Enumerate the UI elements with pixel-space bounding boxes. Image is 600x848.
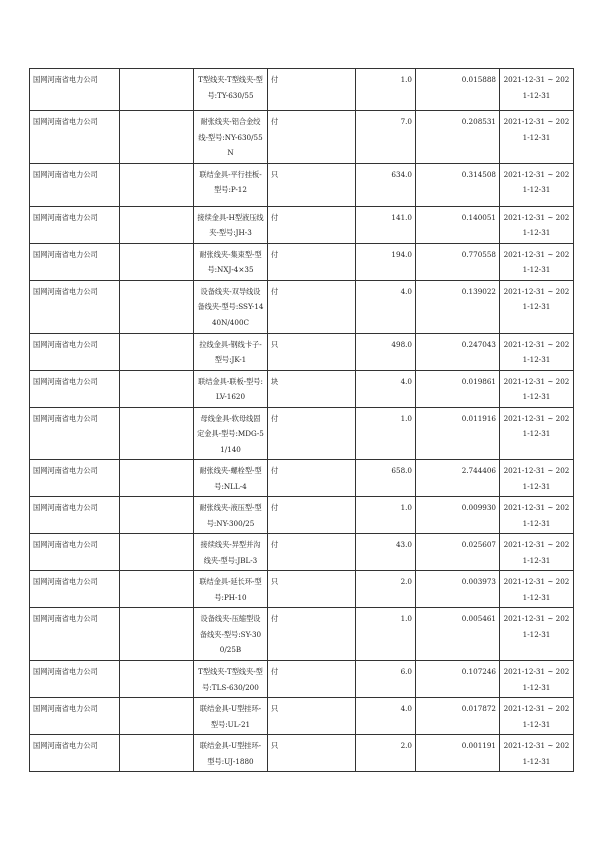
- description-cell: 耐张线夹-集束型-型号:NXJ-4×35: [194, 243, 268, 280]
- table-row: [30, 608, 574, 661]
- unit-cell: 付: [268, 497, 356, 534]
- date-cell: 2021-12-31 ~ 2021-12-31: [500, 333, 574, 370]
- date-cell: 2021-12-31 ~ 2021-12-31: [500, 460, 574, 497]
- blank-cell: [120, 735, 194, 772]
- description-cell: 联结金具-U型挂环-型号:UL-21: [194, 698, 268, 735]
- org-cell: 国网河南省电力公司: [30, 280, 120, 333]
- table-row: [30, 698, 574, 735]
- description-cell: 耐张线夹-液压型-型号:NY-300/25: [194, 497, 268, 534]
- org-cell: 国网河南省电力公司: [30, 571, 120, 608]
- price-cell: 0.017872: [416, 698, 500, 735]
- price-cell: 0.247043: [416, 333, 500, 370]
- org-cell: 国网河南省电力公司: [30, 370, 120, 407]
- unit-cell: 付: [268, 407, 356, 460]
- unit-cell: 付: [268, 206, 356, 243]
- quantity-cell: 141.0: [356, 206, 416, 243]
- org-cell: 国网河南省电力公司: [30, 111, 120, 164]
- description-cell: 接续金具-H型液压线夹-型号:JH-3: [194, 206, 268, 243]
- quantity-cell: 658.0: [356, 460, 416, 497]
- date-cell: 2021-12-31 ~ 2021-12-31: [500, 370, 574, 407]
- price-cell: 0.019861: [416, 370, 500, 407]
- org-cell: 国网河南省电力公司: [30, 608, 120, 661]
- unit-cell: 只: [268, 163, 356, 206]
- unit-cell: 只: [268, 735, 356, 772]
- table-row: [30, 571, 574, 608]
- blank-cell: [120, 460, 194, 497]
- description-cell: 耐张线夹-铝合金绞线-型号:NY-630/55N: [194, 111, 268, 164]
- date-cell: 2021-12-31 ~ 2021-12-31: [500, 608, 574, 661]
- price-cell: 0.003973: [416, 571, 500, 608]
- unit-cell: 付: [268, 280, 356, 333]
- date-cell: 2021-12-31 ~ 2021-12-31: [500, 497, 574, 534]
- date-cell: 2021-12-31 ~ 2021-12-31: [500, 407, 574, 460]
- blank-cell: [120, 243, 194, 280]
- date-cell: 2021-12-31 ~ 2021-12-31: [500, 661, 574, 698]
- table-row: [30, 243, 574, 280]
- org-cell: 国网河南省电力公司: [30, 735, 120, 772]
- org-cell: 国网河南省电力公司: [30, 163, 120, 206]
- date-cell: 2021-12-31 ~ 2021-12-31: [500, 243, 574, 280]
- org-cell: 国网河南省电力公司: [30, 333, 120, 370]
- table-row: [30, 69, 574, 111]
- description-cell: 联结金具-平行挂板-型号:P-12: [194, 163, 268, 206]
- quantity-cell: 498.0: [356, 333, 416, 370]
- price-cell: 0.009930: [416, 497, 500, 534]
- blank-cell: [120, 497, 194, 534]
- org-cell: 国网河南省电力公司: [30, 460, 120, 497]
- table-body: [30, 69, 574, 772]
- quantity-cell: 2.0: [356, 735, 416, 772]
- price-cell: 0.208531: [416, 111, 500, 164]
- table-row: [30, 333, 574, 370]
- price-cell: 0.314508: [416, 163, 500, 206]
- date-cell: 2021-12-31 ~ 2021-12-31: [500, 534, 574, 571]
- unit-cell: 块: [268, 370, 356, 407]
- org-cell: 国网河南省电力公司: [30, 698, 120, 735]
- quantity-cell: 2.0: [356, 571, 416, 608]
- table-row: [30, 206, 574, 243]
- date-cell: 2021-12-31 ~ 2021-12-31: [500, 735, 574, 772]
- unit-cell: 付: [268, 534, 356, 571]
- blank-cell: [120, 608, 194, 661]
- unit-cell: 付: [268, 460, 356, 497]
- blank-cell: [120, 206, 194, 243]
- date-cell: 2021-12-31 ~ 2021-12-31: [500, 571, 574, 608]
- blank-cell: [120, 111, 194, 164]
- table-row: [30, 407, 574, 460]
- price-cell: 0.770558: [416, 243, 500, 280]
- quantity-cell: 194.0: [356, 243, 416, 280]
- table-row: [30, 661, 574, 698]
- blank-cell: [120, 534, 194, 571]
- table-row: [30, 460, 574, 497]
- table-row: [30, 111, 574, 164]
- blank-cell: [120, 571, 194, 608]
- quantity-cell: 1.0: [356, 407, 416, 460]
- price-cell: 2.744406: [416, 460, 500, 497]
- price-cell: 0.015888: [416, 69, 500, 111]
- quantity-cell: 43.0: [356, 534, 416, 571]
- blank-cell: [120, 69, 194, 111]
- table-row: [30, 370, 574, 407]
- blank-cell: [120, 661, 194, 698]
- quantity-cell: 6.0: [356, 661, 416, 698]
- price-cell: 0.005461: [416, 608, 500, 661]
- date-cell: 2021-12-31 ~ 2021-12-31: [500, 206, 574, 243]
- date-cell: 2021-12-31 ~ 2021-12-31: [500, 280, 574, 333]
- quantity-cell: 1.0: [356, 497, 416, 534]
- table-row: [30, 163, 574, 206]
- unit-cell: 付: [268, 243, 356, 280]
- description-cell: 联结金具-U型挂环-型号:UJ-1880: [194, 735, 268, 772]
- price-cell: 0.140051: [416, 206, 500, 243]
- unit-cell: 只: [268, 571, 356, 608]
- quantity-cell: 1.0: [356, 69, 416, 111]
- unit-cell: 只: [268, 698, 356, 735]
- unit-cell: 只: [268, 333, 356, 370]
- description-cell: 联结金具-延长环-型号:PH-10: [194, 571, 268, 608]
- unit-cell: 付: [268, 111, 356, 164]
- description-cell: T型线夹-T型线夹-型号:TY-630/55: [194, 69, 268, 111]
- blank-cell: [120, 333, 194, 370]
- org-cell: 国网河南省电力公司: [30, 534, 120, 571]
- org-cell: 国网河南省电力公司: [30, 206, 120, 243]
- blank-cell: [120, 370, 194, 407]
- org-cell: 国网河南省电力公司: [30, 243, 120, 280]
- description-cell: 设备线夹-双导线设备线夹-型号:SSY-1440N/400C: [194, 280, 268, 333]
- org-cell: 国网河南省电力公司: [30, 69, 120, 111]
- date-cell: 2021-12-31 ~ 2021-12-31: [500, 163, 574, 206]
- table-row: [30, 735, 574, 772]
- description-cell: T型线夹-T型线夹-型号:TLS-630/200: [194, 661, 268, 698]
- org-cell: 国网河南省电力公司: [30, 497, 120, 534]
- date-cell: 2021-12-31 ~ 2021-12-31: [500, 69, 574, 111]
- quantity-cell: 4.0: [356, 698, 416, 735]
- description-cell: 耐张线夹-螺栓型-型号:NLL-4: [194, 460, 268, 497]
- quantity-cell: 1.0: [356, 608, 416, 661]
- price-cell: 0.107246: [416, 661, 500, 698]
- price-cell: 0.139022: [416, 280, 500, 333]
- table-row: [30, 497, 574, 534]
- date-cell: 2021-12-31 ~ 2021-12-31: [500, 698, 574, 735]
- quantity-cell: 4.0: [356, 370, 416, 407]
- blank-cell: [120, 407, 194, 460]
- description-cell: 联结金具-联板-型号:LV-1620: [194, 370, 268, 407]
- unit-cell: 付: [268, 661, 356, 698]
- materials-table: [29, 68, 574, 772]
- unit-cell: 付: [268, 608, 356, 661]
- table-row: [30, 280, 574, 333]
- unit-cell: 付: [268, 69, 356, 111]
- description-cell: 接续线夹-异型并沟线夹-型号:JBL-3: [194, 534, 268, 571]
- price-cell: 0.011916: [416, 407, 500, 460]
- description-cell: 母线金具-软母线固定金具-型号:MDG-51/140: [194, 407, 268, 460]
- table-row: [30, 534, 574, 571]
- description-cell: 拉线金具-钢线卡子-型号:JK-1: [194, 333, 268, 370]
- blank-cell: [120, 163, 194, 206]
- quantity-cell: 4.0: [356, 280, 416, 333]
- price-cell: 0.001191: [416, 735, 500, 772]
- price-cell: 0.025607: [416, 534, 500, 571]
- org-cell: 国网河南省电力公司: [30, 407, 120, 460]
- blank-cell: [120, 280, 194, 333]
- description-cell: 设备线夹-压缩型设备线夹-型号:SY-300/25B: [194, 608, 268, 661]
- quantity-cell: 634.0: [356, 163, 416, 206]
- org-cell: 国网河南省电力公司: [30, 661, 120, 698]
- quantity-cell: 7.0: [356, 111, 416, 164]
- blank-cell: [120, 698, 194, 735]
- date-cell: 2021-12-31 ~ 2021-12-31: [500, 111, 574, 164]
